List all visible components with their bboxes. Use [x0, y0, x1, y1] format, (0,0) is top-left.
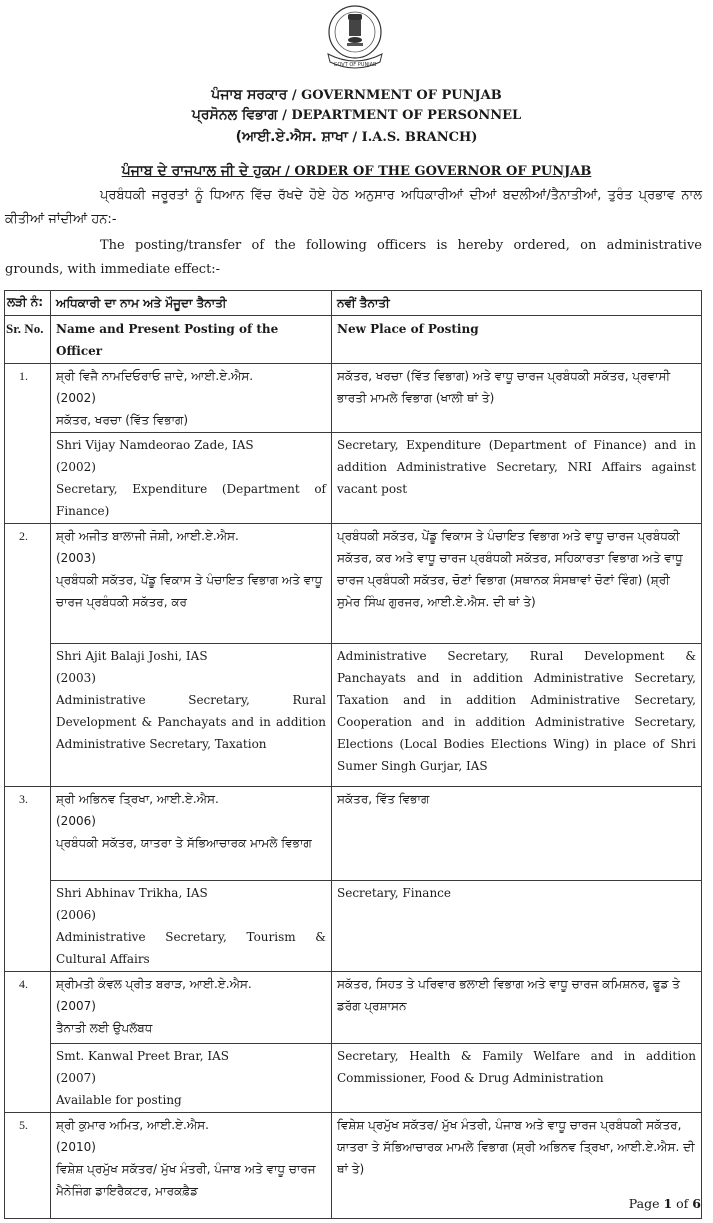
table-row: [5, 881, 702, 972]
officer-name-en: Shri Vijay Namdeorao Zade, IAS: [56, 438, 254, 452]
row-serial: 5.: [5, 1113, 51, 1219]
heading-department-en: DEPARTMENT OF PERSONNEL: [291, 108, 522, 123]
heading-separator: /: [347, 130, 362, 145]
officer-name-en: Smt. Kanwal Preet Brar, IAS: [56, 1049, 230, 1063]
heading-branch-pa: (ਆਈ.ਏ.ਐਸ. ਸ਼ਾਖਾ: [235, 129, 348, 145]
heading-order-pa: ਪੰਜਾਬ ਦੇ ਰਾਜਪਾਲ ਜੀ ਦੇ ਹੁਕਮ: [121, 163, 281, 179]
officer-pa: [51, 1113, 332, 1219]
officer-posting-pa: ਪ੍ਰਬੰਧਕੀ ਸਕੱਤਰ, ਯਾਤਰਾ ਤੇ ਸੱਭਿਆਚਾਰਕ ਮਾਮਲੇ ਵਿਭਾਗ: [56, 836, 312, 850]
row-serial: 1.: [5, 364, 51, 524]
new-posting-en: Secretary, Expenditure (Department of Finance) and in addition Administrative Secretary, NRI Affairs against vacant post: [332, 433, 702, 524]
officer-posting-pa: ਸਕੱਤਰ, ਖਰਚਾ (ਵਿੱਤ ਵਿਭਾਗ): [56, 413, 189, 427]
officer-batch-en: (2006): [56, 908, 96, 922]
page-total: 6: [692, 1196, 701, 1211]
new-posting-pa: ਪ੍ਰਬੰਧਕੀ ਸਕੱਤਰ, ਪੇਂਡੂ ਵਿਕਾਸ ਤੇ ਪੰਚਾਇਤ ਵਿਭਾਗ ਅਤੇ ਵਾਧੂ ਚਾਰਜ ਪ੍ਰਬੰਧਕੀ ਸਕੱਤਰ, ਕਰ ਅਤੇ ਵਾਧੂ ਚਾਰਜ ਪ੍ਰਬੰਧਕੀ ਸਕੱਤਰ, ਸਹਿਕਾਰਤਾ ਵਿਭਾਗ ਅਤੇ ਵਾਧੂ ਚਾਰਜ ਪ੍ਰਬੰਧਕੀ ਸਕੱਤਰ, ਚੋਣਾਂ ਵਿਭਾਗ (ਸਥਾਨਕ ਸੰਸਥਾਵਾਂ ਚੋਣਾਂ ਵਿੰਗ) (ਸ਼੍ਰੀ ਸੁਮੇਰ ਸਿੰਘ ਗੁਰਜਰ, ਆਈ.ਏ.ਐਸ. ਦੀ ਥਾਂ ਤੇ): [332, 524, 702, 644]
officer-en: [51, 881, 332, 972]
officer-name-en: Shri Ajit Balaji Joshi, IAS: [56, 649, 208, 663]
officer-posting-en: Available for posting: [56, 1093, 182, 1107]
officer-posting-en: Administrative Secretary, Tourism & Cultural Affairs: [56, 930, 326, 966]
govt-emblem-logo: [318, 2, 392, 74]
officer-posting-pa: ਤੈਨਾਤੀ ਲਈ ਉਪਲੱਬਧ: [56, 1021, 153, 1035]
officer-name-pa: ਸ਼੍ਰੀਮਤੀ ਕੰਵਲ ਪ੍ਰੀਤ ਬਰਾੜ, ਆਈ.ਏ.ਐਸ.: [56, 977, 252, 991]
new-posting-pa: ਵਿਸ਼ੇਸ਼ ਪ੍ਰਮੁੱਖ ਸਕੱਤਰ/ ਮੁੱਖ ਮੰਤਰੀ, ਪੰਜਾਬ ਅਤੇ ਵਾਧੂ ਚਾਰਜ ਪ੍ਰਬੰਧਕੀ ਸਕੱਤਰ, ਯਾਤਰਾ ਤੇ ਸੱਭਿਆਚਾਰਕ ਮਾਮਲੇ ਵਿਭਾਗ (ਸ਼੍ਰੀ ਅਭਿਨਵ ਤ੍ਰਿਖਾ, ਆਈ.ਏ.ਐਸ. ਦੀ ਥਾਂ ਤੇ): [332, 1113, 702, 1219]
officer-batch-pa: (2003): [56, 551, 96, 565]
table-header-row-pa: [5, 291, 702, 316]
table-row: [5, 524, 702, 644]
table-header-row-en: [5, 316, 702, 364]
heading-department: [0, 104, 713, 123]
table-row: [5, 972, 702, 1044]
page-of: of: [676, 1196, 689, 1211]
officer-batch-pa: (2010): [56, 1140, 96, 1154]
heading-branch: [0, 126, 713, 145]
new-posting-en: Secretary, Finance: [332, 881, 702, 972]
officer-batch-pa: (2002): [56, 391, 96, 405]
officer-pa: [51, 972, 332, 1044]
officer-name-pa: ਸ਼੍ਰੀ ਕੁਮਾਰ ਅਮਿਤ, ਆਈ.ਏ.ਐਸ.: [56, 1118, 209, 1132]
officer-name-pa: ਸ਼੍ਰੀ ਅਜੀਤ ਬਾਲਾਜੀ ਜੋਸ਼ੀ, ਆਈ.ਏ.ਐਸ.: [56, 529, 239, 543]
officer-batch-en: (2002): [56, 460, 96, 474]
row-serial: 4.: [5, 972, 51, 1113]
new-posting-pa: ਸਕੱਤਰ, ਵਿੱਤ ਵਿਭਾਗ: [332, 787, 702, 881]
officer-en: [51, 644, 332, 787]
new-posting-pa: ਸਕੱਤਰ, ਖਰਚਾ (ਵਿੱਤ ਵਿਭਾਗ) ਅਤੇ ਵਾਧੂ ਚਾਰਜ ਪ੍ਰਬੰਧਕੀ ਸਕੱਤਰ, ਪ੍ਰਵਾਸੀ ਭਾਰਤੀ ਮਾਮਲੇ ਵਿਭਾਗ (ਖਾਲੀ ਥਾਂ ਤੇ): [332, 364, 702, 433]
header-name-pa: ਅਧਿਕਾਰੀ ਦਾ ਨਾਮ ਅਤੇ ਮੌਜੂਦਾ ਤੈਨਾਤੀ: [51, 291, 332, 316]
officer-batch-en: (2003): [56, 671, 96, 685]
svg-text:GOVT OF PUNJAB: GOVT OF PUNJAB: [333, 62, 377, 68]
header-new-en: New Place of Posting: [332, 316, 702, 364]
officer-pa: [51, 787, 332, 881]
officer-en: [51, 433, 332, 524]
officer-en: [51, 1044, 332, 1113]
officer-batch-pa: (2006): [56, 814, 96, 828]
new-posting-en: Administrative Secretary, Rural Development & Panchayats and in addition Administrative Secretary, Taxation and in addition Administrative Secretary, Cooperation and in addition Administrative Secretary, Elections (Local Bodies Elections Wing) in place of Shri Sumer Singh Gurjar, IAS: [332, 644, 702, 787]
heading-government-en: GOVERNMENT OF PUNJAB: [301, 88, 502, 103]
header-name-en: Name and Present Posting of the Officer: [51, 316, 332, 364]
officer-posting-pa: ਵਿਸ਼ੇਸ਼ ਪ੍ਰਮੁੱਖ ਸਕੱਤਰ/ ਮੁੱਖ ਮੰਤਰੀ, ਪੰਜਾਬ ਅਤੇ ਵਾਧੂ ਚਾਰਜ ਮੈਨੇਜਿੰਗ ਡਾਇਰੈਕਟਰ, ਮਾਰਕਫ਼ੈਡ: [56, 1162, 316, 1198]
intro-english: The posting/transfer of the following officers is hereby ordered, on administrative grounds, with immediate effect:-: [5, 238, 702, 277]
officer-posting-en: Secretary, Expenditure (Department of Finance): [56, 482, 326, 518]
row-serial: 3.: [5, 787, 51, 972]
heading-government: [0, 84, 713, 103]
table-row: [5, 1044, 702, 1113]
officer-batch-en: (2007): [56, 1071, 96, 1085]
officer-batch-pa: (2007): [56, 999, 96, 1013]
header-sr-en: Sr. No.: [5, 316, 51, 364]
row-serial: 2.: [5, 524, 51, 787]
table-row: [5, 364, 702, 433]
postings-table: [4, 290, 702, 1219]
table-row: [5, 644, 702, 787]
page-current: 1: [663, 1196, 673, 1211]
new-posting-en: Secretary, Health & Family Welfare and in addition Commissioner, Food & Drug Administration: [332, 1044, 702, 1113]
heading-separator: /: [287, 88, 302, 103]
officer-pa: [51, 364, 332, 433]
new-posting-pa: ਸਕੱਤਰ, ਸਿਹਤ ਤੇ ਪਰਿਵਾਰ ਭਲਾਈ ਵਿਭਾਗ ਅਤੇ ਵਾਧੂ ਚਾਰਜ ਕਮਿਸ਼ਨਰ, ਫੂਡ ਤੇ ਡਰੱਗ ਪ੍ਰਸ਼ਾਸਨ: [332, 972, 702, 1044]
officer-name-pa: ਸ਼੍ਰੀ ਵਿਜੈ ਨਾਮਦਿਓਰਾਓ ਜ਼ਾਦੇ, ਆਈ.ਏ.ਐਸ.: [56, 369, 254, 383]
heading-department-pa: ਪ੍ਰਸੋਨਲ ਵਿਭਾਗ: [191, 107, 278, 123]
table-row: [5, 787, 702, 881]
header-sr-pa: ਲੜੀ ਨੰ:: [5, 291, 51, 316]
officer-name-en: Shri Abhinav Trikha, IAS: [56, 886, 208, 900]
heading-separator: /: [280, 164, 295, 179]
intro-punjabi: ਪ੍ਰਬੰਧਕੀ ਜਰੂਰਤਾਂ ਨੂੰ ਧਿਆਨ ਵਿੱਚ ਰੱਖਦੇ ਹੋਏ ਹੇਠ ਅਨੁਸਾਰ ਅਧਿਕਾਰੀਆਂ ਦੀਆਂ ਬਦਲੀਆਂ/ਤੈਨਾਤੀਆਂ, ਤੁਰੰਤ ਪ੍ਰਭਾਵ ਨਾਲ ਕੀਤੀਆਂ ਜਾਂਦੀਆਂ ਹਨ:-: [5, 188, 702, 227]
heading-separator: /: [277, 108, 292, 123]
heading-order: [0, 160, 713, 179]
page-number: [629, 1196, 701, 1211]
heading-branch-en: I.A.S. BRANCH): [361, 130, 478, 145]
header-new-pa: ਨਵੀਂ ਤੈਨਾਤੀ: [332, 291, 702, 316]
page-label: Page: [628, 1196, 660, 1211]
table-row: [5, 433, 702, 524]
officer-pa: [51, 524, 332, 644]
table-row: [5, 1113, 702, 1219]
officer-posting-en: Administrative Secretary, Rural Development & Panchayats and in addition Administrative Secretary, Taxation: [56, 693, 326, 751]
officer-posting-pa: ਪ੍ਰਬੰਧਕੀ ਸਕੱਤਰ, ਪੇਂਡੂ ਵਿਕਾਸ ਤੇ ਪੰਚਾਇਤ ਵਿਭਾਗ ਅਤੇ ਵਾਧੂ ਚਾਰਜ ਪ੍ਰਬੰਧਕੀ ਸਕੱਤਰ, ਕਰ: [56, 573, 323, 609]
heading-government-pa: ਪੰਜਾਬ ਸਰਕਾਰ: [211, 87, 288, 103]
officer-name-pa: ਸ਼੍ਰੀ ਅਭਿਨਵ ਤ੍ਰਿਖਾ, ਆਈ.ਏ.ਐਸ.: [56, 792, 219, 806]
heading-order-en: ORDER OF THE GOVERNOR OF PUNJAB: [294, 164, 592, 179]
